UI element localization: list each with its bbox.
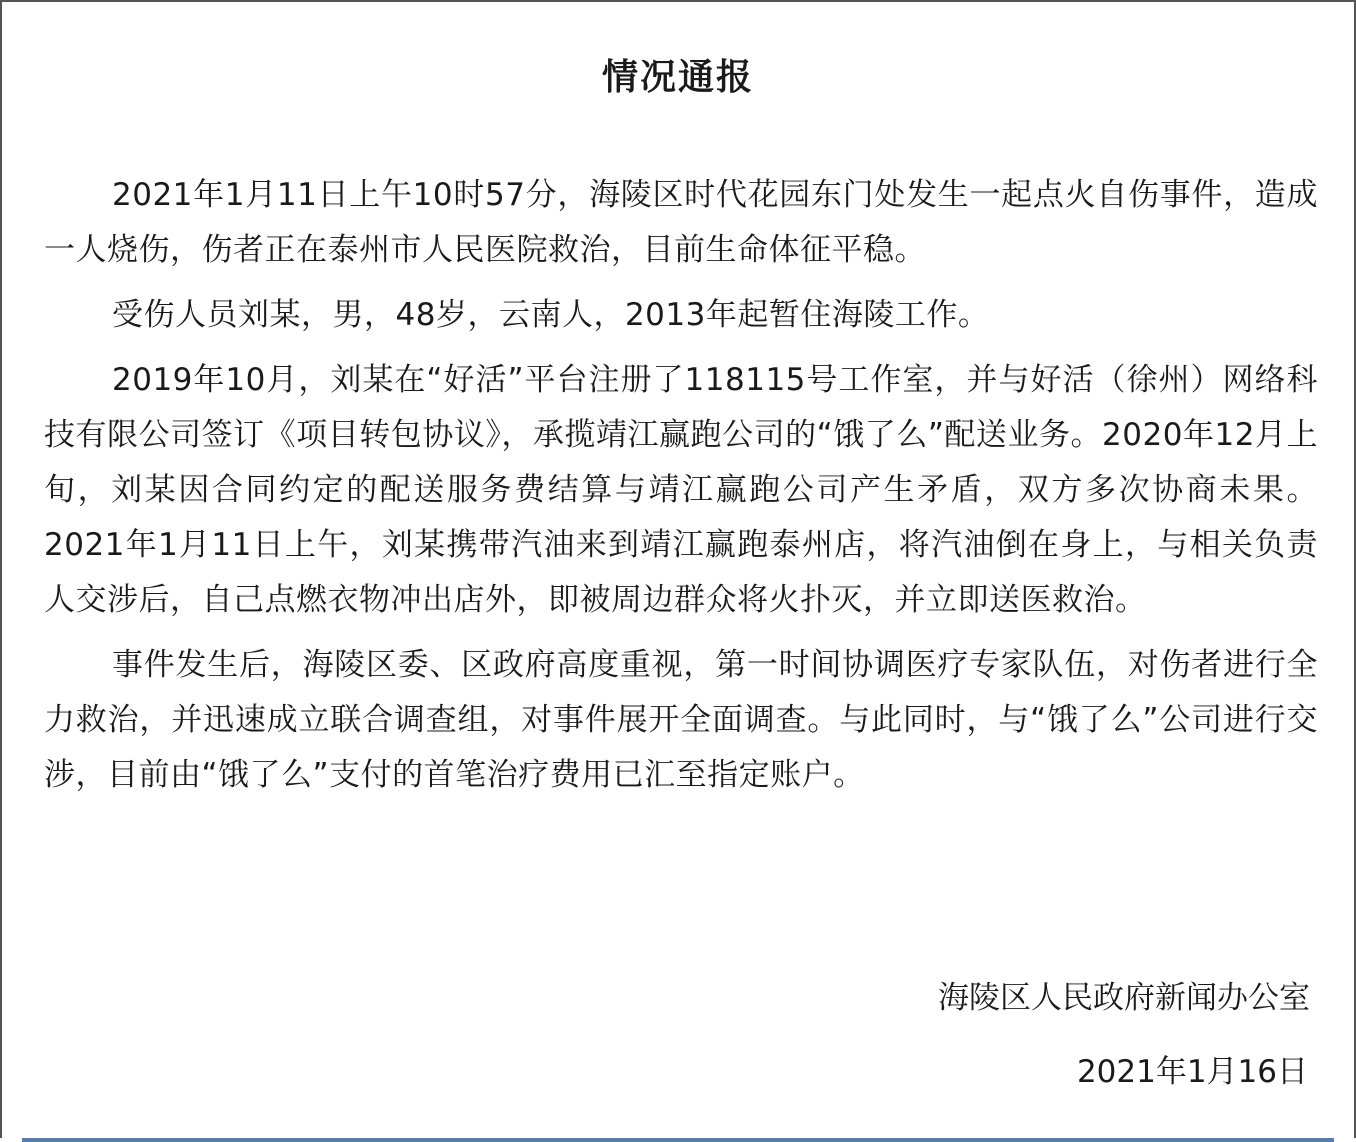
bottom-divider — [22, 1138, 1334, 1142]
paragraph-background: 2019年10月，刘某在“好活”平台注册了118115号工作室，并与好活（徐州）网络科技有限公司签订《项目转包协议》，承揽靖江赢跑公司的“饿了么”配送业务。2020年12月上旬，刘某因合同约定的配送服务费结算与靖江赢跑公司产生矛盾，双方多次协商未果。2021年1月11日上午，刘某携带汽油来到靖江赢跑泰州店，将汽油倒在身上，与相关负责人交涉后，自己点燃衣物冲出店外，即被周边群众将火扑灭，并立即送医救治。 — [44, 362, 1318, 618]
paragraph-incident: 2021年1月11日上午10时57分，海陵区时代花园东门处发生一起点火自伤事件，造成一人烧伤，伤者正在泰州市人民医院救治，目前生命体征平稳。 — [44, 177, 1318, 268]
issuer-signature: 海陵区人民政府新闻办公室 — [938, 980, 1310, 1016]
document-body — [44, 168, 1318, 813]
issue-date: 2021年1月16日 — [1076, 1054, 1308, 1090]
paragraph-injured-person: 受伤人员刘某，男，48岁，云南人，2013年起暂住海陵工作。 — [112, 297, 990, 333]
paragraph-response: 事件发生后，海陵区委、区政府高度重视，第一时间协调医疗专家队伍，对伤者进行全力救治，并迅速成立联合调查组，对事件展开全面调查。与此同时，与“饿了么”公司进行交涉，目前由“饿了么”支付的首笔治疗费用已汇至指定账户。 — [44, 647, 1318, 793]
document-title: 情况通报 — [601, 57, 754, 98]
